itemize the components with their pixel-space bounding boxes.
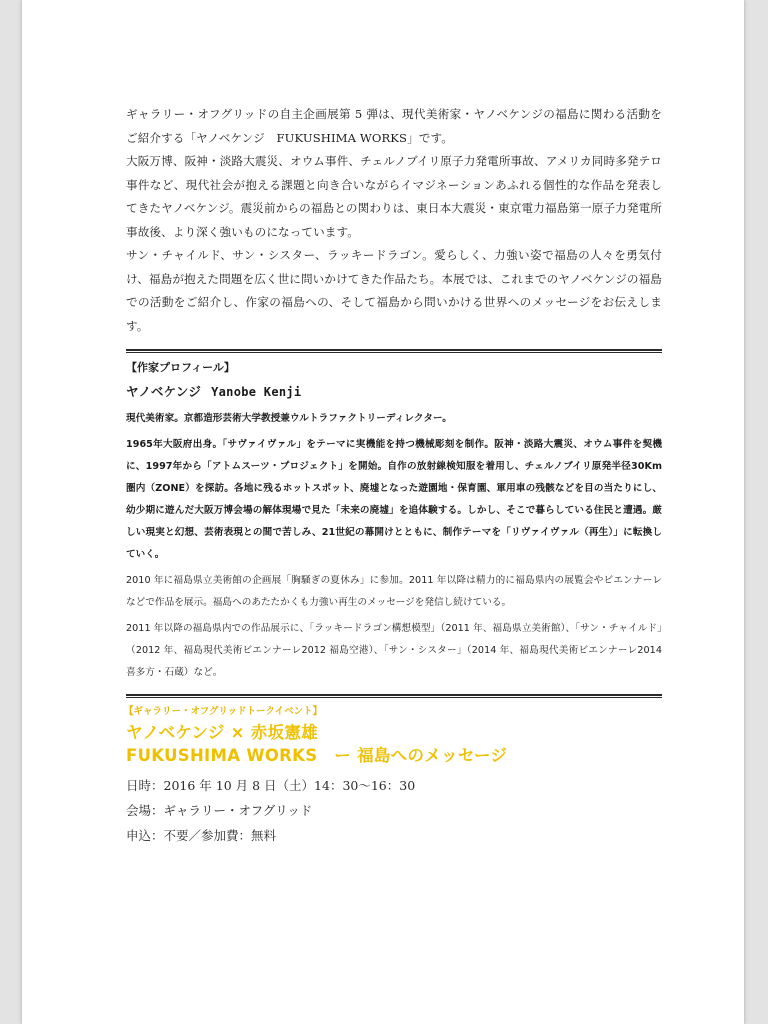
artist-profile-section: [126, 359, 662, 684]
talk-event-section: [126, 704, 662, 848]
section-divider: [126, 694, 662, 698]
artist-name-ja: ヤノベケンジ: [126, 384, 202, 399]
event-details: [126, 773, 662, 848]
artist-name: [126, 382, 662, 402]
intro-paragraph: ギャラリー・オフグリッドの自主企画展第 5 弾は、現代美術家・ヤノベケンジの福島に関わる活動をご紹介する「ヤノベケンジ FUKUSHIMA WORKS」です。: [126, 107, 662, 145]
event-date: 日時：2016 年 10 月 8 日（土）14：30〜16：30: [126, 778, 416, 793]
bio-paragraph: 1965年大阪府出身。「サヴァイヴァル」をテーマに実機能を持つ機械彫刻を制作。阪神・淡路大震災、オウム事件を契機に、1997年から「アトムスーツ・プロジェクト」を開始。自作の放射線検知服を着用し、チェルノブイリ原発半径30Km圏内（ZONE）を探訪。各地に残るホットスポット、廃墟となった遊園地・保育園、軍用車の残骸などを目の当たりにし、幼少期に遊んだ大阪万博会場の解体現場で見た「未来の廃墟」を追体験する。しかし、そこで暮らしている住民と遭遇。厳しい現実と幻想、芸術表現との間で苦しみ、21世紀の幕開けとともに、制作テーマを「リヴァイヴァル（再生）」に転換していく。: [126, 439, 662, 560]
bio-paragraph: 2011 年以降の福島県内での作品展示に、「ラッキードラゴン構想模型」（2011 年、福島県立美術館）、「サン・チャイルド」（2012 年、福島現代美術ビエンナーレ2012 福島空港）、「サン・シスター」（2014 年、福島現代美術ビエンナーレ2014 喜多方・石蔵）など。: [126, 623, 662, 678]
artist-bio: [126, 408, 662, 684]
profile-heading: 【作家プロフィール】: [126, 361, 235, 374]
event-subtitle: FUKUSHIMA WORKS ー 福島へのメッセージ: [126, 746, 508, 765]
intro-section: [126, 103, 662, 338]
event-application: 申込：不要／参加費：無料: [126, 828, 277, 843]
bio-paragraph: 現代美術家。京都造形芸術大学教授兼ウルトラファクトリーディレクター。: [126, 413, 452, 424]
page-content: [126, 103, 662, 848]
intro-paragraph: サン・チャイルド、サン・シスター、ラッキードラゴン。愛らしく、力強い姿で福島の人々を勇気付け、福島が抱えた問題を広く世に問いかけてきた作品たち。本展では、これまでのヤノベケンジの福島での活動をご紹介し、作家の福島への、そして福島から問いかける世界へのメッセージをお伝えします。: [126, 248, 662, 333]
event-tag: 【ギャラリー・オフグリッドトークイベント】: [124, 706, 323, 717]
artist-name-en: Yanobe Kenji: [211, 385, 302, 399]
event-title: ヤノベケンジ × 赤坂憲雄: [126, 723, 318, 742]
intro-paragraph: 大阪万博、阪神・淡路大震災、オウム事件、チェルノブイリ原子力発電所事故、アメリカ同時多発テロ事件など、現代社会が抱える課題と向き合いながらイマジネーションあふれる個性的な作品を発表してきたヤノベケンジ。震災前からの福島との関わりは、東日本大震災・東京電力福島第一原子力発電所事故後、より深く強いものになっています。: [126, 154, 662, 239]
bio-paragraph: 2010 年に福島県立美術館の企画展「胸騒ぎの夏休み」に参加。2011 年以降は精力的に福島県内の展覧会やビエンナーレなどで作品を展示。福島へのあたたかくも力強い再生のメッセージを発信し続けている。: [126, 575, 662, 608]
document-page: [22, 0, 744, 1024]
section-divider: [126, 349, 662, 353]
event-venue: 会場：ギャラリー・オフグリッド: [126, 803, 313, 818]
